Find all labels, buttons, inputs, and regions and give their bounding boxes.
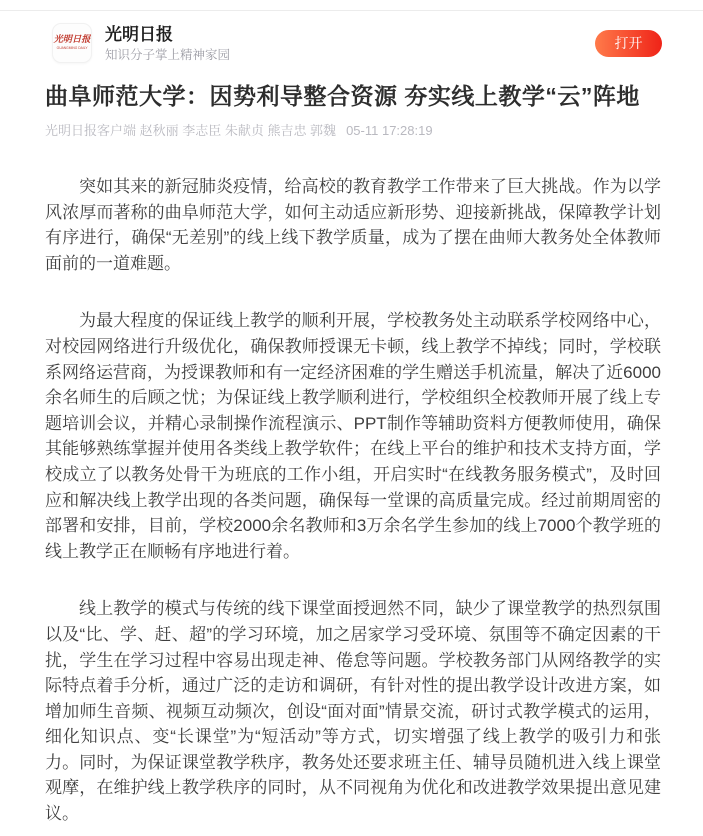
guangming-daily-logo-icon (52, 23, 92, 63)
logo-english-text: GUANGMING DAILY (56, 46, 88, 50)
open-app-button[interactable]: 打开 (595, 30, 662, 57)
byline (45, 123, 661, 138)
article-paragraph: 线上教学的模式与传统的线下课堂面授迥然不同，缺少了课堂教学的热烈氛围以及“比、学、赶、超”的学习环境，加之居家学习受环境、氛围等不确定因素的干扰，学生在学习过程中容易出现走神、倦怠等问题。学校教务部门从网络教学的实际特点着手分析，通过广泛的走访和调研，有针对性的提出教学设计改进方案，如增加师生音频、视频互动频次，创设“面对面”情景交流，研讨式教学模式的运用，细化知识点、变“长课堂”为“短活动”等方式，切实增强了线上教学的吸引力和张力。同时，为保证课堂教学秩序，教务处还要求班主任、辅导员随机进入线上课堂观摩，在维护线上教学秩序的同时，从不同视角为优化和改进教学效果提出意见建议。 (45, 599, 661, 824)
article (0, 82, 703, 827)
top-divider (0, 0, 703, 11)
app-name: 光明日报 (105, 24, 173, 44)
article-paragraph: 突如其来的新冠肺炎疫情，给高校的教育教学工作带来了巨大挑战。作为以学风浓厚而著称的曲阜师范大学，如何主动适应新形势、迎接新挑战，保障教学计划有序进行，确保“无差别”的线上线下教学质量，成为了摆在曲师大教务处全体教师面前的一道难题。 (45, 177, 661, 273)
article-paragraph: 为最大程度的保证线上教学的顺利开展，学校教务处主动联系学校网络中心，对校园网络进行升级优化，确保教师授课无卡顿，线上教学不掉线；同时，学校联系网络运营商，为授课教师和有一定经济困难的学生赠送手机流量，解决了近6000余名师生的后顾之忧；为保证线上教学顺利进行，学校组织全校教师开展了线上专题培训会议，并精心录制操作流程演示、PPT制作等辅助资料方便教师使用，确保其能够熟练掌握并使用各类线上教学软件；在线上平台的维护和技术支持方面，学校成立了以教务处骨干为班底的工作小组，开启实时“在线教务服务模式”，及时回应和解决线上教学出现的各类问题，确保每一堂课的高质量完成。经过前期周密的部署和安排，目前，学校2000余名教师和3万余名学生参加的线上7000个教学班的线上教学正在顺畅有序地进行着。 (45, 311, 661, 561)
app-tagline: 知识分子掌上精神家园 (105, 47, 231, 62)
byline-source-authors: 光明日报客户端 赵秋丽 李志臣 朱献贞 熊吉忠 郭魏 (45, 123, 337, 138)
app-meta (105, 25, 230, 62)
app-banner (0, 11, 703, 63)
article-body (45, 174, 661, 827)
publish-timestamp: 05-11 17:28:19 (346, 123, 433, 138)
article-title: 曲阜师范大学：因势利导整合资源 夯实线上教学“云”阵地 (45, 83, 640, 109)
logo-chinese-text: 光明日报 (53, 34, 91, 45)
